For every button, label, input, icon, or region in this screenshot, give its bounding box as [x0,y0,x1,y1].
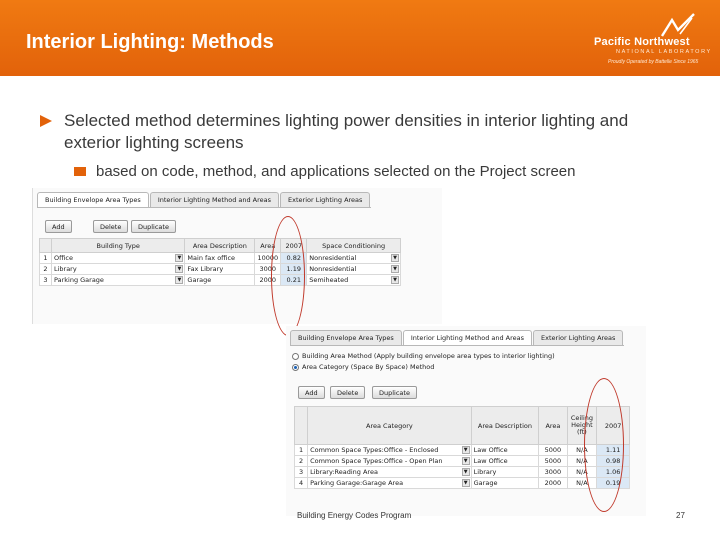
bullet-main [40,110,680,154]
column-header[interactable]: Area Category [308,407,472,445]
table-row[interactable] [40,253,401,264]
area-category-value: Library:Reading Area [310,468,378,476]
area-category-value: Parking Garage:Garage Area [310,479,404,487]
table-row[interactable] [295,445,630,456]
row-number: 1 [40,253,52,264]
bullet-sub-text: based on code, method, and applications selected on the Project screen [96,163,576,180]
screenshot-building-area [32,188,442,324]
column-header[interactable]: Space Conditioning [307,239,401,253]
space-conditioning-value: Nonresidential [309,254,357,262]
area-description-cell[interactable]: Garage [471,478,539,489]
column-header[interactable]: Area [539,407,567,445]
table-row[interactable] [295,467,630,478]
area-category-value: Common Space Types:Office - Enclosed [310,446,439,454]
area-cell[interactable]: 5000 [539,456,567,467]
slide-header [0,0,720,76]
ceiling-height-cell[interactable]: N/A [567,467,597,478]
ceiling-height-cell[interactable]: N/A [567,456,597,467]
logo-mark-icon [644,12,700,38]
bullet-sub [74,163,575,180]
column-header[interactable]: Building Type [51,239,184,253]
table-row[interactable] [295,478,630,489]
column-header[interactable]: Area Description [471,407,539,445]
dropdown-arrow-icon[interactable]: ▼ [175,265,183,273]
table-row[interactable] [295,456,630,467]
tab-bar [290,330,624,346]
area-cell[interactable]: 2000 [255,275,281,286]
building-area-table [39,238,401,286]
duplicate-button[interactable]: Duplicate [372,386,417,399]
area-category-select[interactable] [308,467,472,478]
area-cell[interactable]: 10000 [255,253,281,264]
tab-interior-lighting[interactable]: Interior Lighting Method and Areas [403,330,532,345]
column-header[interactable]: Ceiling Height (ft) [567,407,597,445]
area-description-cell[interactable]: Library [471,467,539,478]
tab-interior-lighting[interactable]: Interior Lighting Method and Areas [150,192,279,207]
table-header-row [40,239,401,253]
logo-tagline: Proudly Operated by Battelle Since 1965 [608,59,699,65]
logo-name: Pacific Northwest [594,36,690,48]
area-description-cell[interactable]: Garage [185,275,255,286]
radio-label: Area Category (Space By Space) Method [302,363,435,371]
row-number: 2 [295,456,308,467]
lpd-cell: 1.06 [597,467,630,478]
annotation-ellipse [271,216,305,336]
building-type-select[interactable] [51,275,184,286]
row-number: 4 [295,478,308,489]
column-header[interactable]: 2007 [281,239,307,253]
dropdown-arrow-icon[interactable]: ▼ [462,446,470,454]
area-category-table [294,406,630,489]
building-type-select[interactable] [51,253,184,264]
lpd-cell: 1.19 [281,264,307,275]
area-description-cell[interactable]: Law Office [471,456,539,467]
area-cell[interactable]: 5000 [539,445,567,456]
bullet-square-icon [74,167,86,176]
radio-label: Building Area Method (Apply building envelope area types to interior lighting) [302,352,555,360]
space-conditioning-value: Semiheated [309,276,349,284]
footer-program: Building Energy Codes Program [297,511,412,520]
lpd-cell: 0.19 [597,478,630,489]
slide-title: Interior Lighting: Methods [26,31,274,53]
column-header [40,239,52,253]
radio-building-area-method[interactable] [292,352,555,360]
tab-exterior-lighting[interactable]: Exterior Lighting Areas [280,192,370,207]
column-header [295,407,308,445]
dropdown-arrow-icon[interactable]: ▼ [175,276,183,284]
area-description-cell[interactable]: Fax Library [185,264,255,275]
ceiling-height-cell[interactable]: N/A [567,445,597,456]
row-number: 2 [40,264,52,275]
dropdown-arrow-icon[interactable]: ▼ [462,479,470,487]
radio-area-category-method[interactable] [292,363,434,371]
building-type-value: Library [53,265,77,273]
area-description-cell[interactable]: Law Office [471,445,539,456]
column-header[interactable]: 2007 [597,407,630,445]
add-button[interactable]: Add [45,220,72,233]
bullet-main-text: Selected method determines lighting power densities in interior lighting and exterior lighting screens [64,111,629,152]
table-header-row [295,407,630,445]
building-type-value: Office [53,254,73,262]
row-number: 3 [295,467,308,478]
space-conditioning-select[interactable] [307,275,401,286]
dropdown-arrow-icon[interactable]: ▼ [175,254,183,262]
tab-building-envelope[interactable]: Building Envelope Area Types [290,330,402,345]
area-category-value: Common Space Types:Office - Open Plan [310,457,443,465]
space-conditioning-value: Nonresidential [309,265,357,273]
duplicate-button[interactable]: Duplicate [131,220,176,233]
table-row[interactable] [40,275,401,286]
building-type-select[interactable] [51,264,184,275]
tab-exterior-lighting[interactable]: Exterior Lighting Areas [533,330,623,345]
table-row[interactable] [40,264,401,275]
dropdown-arrow-icon[interactable]: ▼ [391,276,399,284]
column-header[interactable]: Area Description [185,239,255,253]
radio-button[interactable] [292,364,299,371]
dropdown-arrow-icon[interactable]: ▼ [391,254,399,262]
column-header[interactable]: Area [255,239,281,253]
tab-bar [37,192,371,208]
area-cell[interactable]: 3000 [255,264,281,275]
delete-button[interactable]: Delete [93,220,128,233]
page-number: 27 [676,511,685,520]
dropdown-arrow-icon[interactable]: ▼ [462,468,470,476]
space-conditioning-select[interactable] [307,253,401,264]
radio-button[interactable] [292,353,299,360]
area-category-select[interactable] [308,478,472,489]
area-category-select[interactable] [308,456,472,467]
space-conditioning-select[interactable] [307,264,401,275]
annotation-ellipse [584,378,624,512]
lpd-cell: 0.82 [281,253,307,264]
lpd-cell: 1.11 [597,445,630,456]
add-button[interactable]: Add [298,386,325,399]
building-type-value: Parking Garage [53,276,104,284]
ceiling-height-cell[interactable]: N/A [567,478,597,489]
area-cell[interactable]: 3000 [539,467,567,478]
row-number: 1 [295,445,308,456]
lpd-cell: 0.21 [281,275,307,286]
logo-subtitle: NATIONAL LABORATORY [616,49,712,55]
tab-building-envelope[interactable]: Building Envelope Area Types [37,192,149,207]
bullet-arrow-icon [40,115,52,127]
area-category-select[interactable] [308,445,472,456]
area-description-cell[interactable]: Main fax office [185,253,255,264]
delete-button[interactable]: Delete [330,386,365,399]
row-number: 3 [40,275,52,286]
pnnl-logo [594,12,712,70]
dropdown-arrow-icon[interactable]: ▼ [462,457,470,465]
lpd-cell: 0.98 [597,456,630,467]
area-cell[interactable]: 2000 [539,478,567,489]
dropdown-arrow-icon[interactable]: ▼ [391,265,399,273]
